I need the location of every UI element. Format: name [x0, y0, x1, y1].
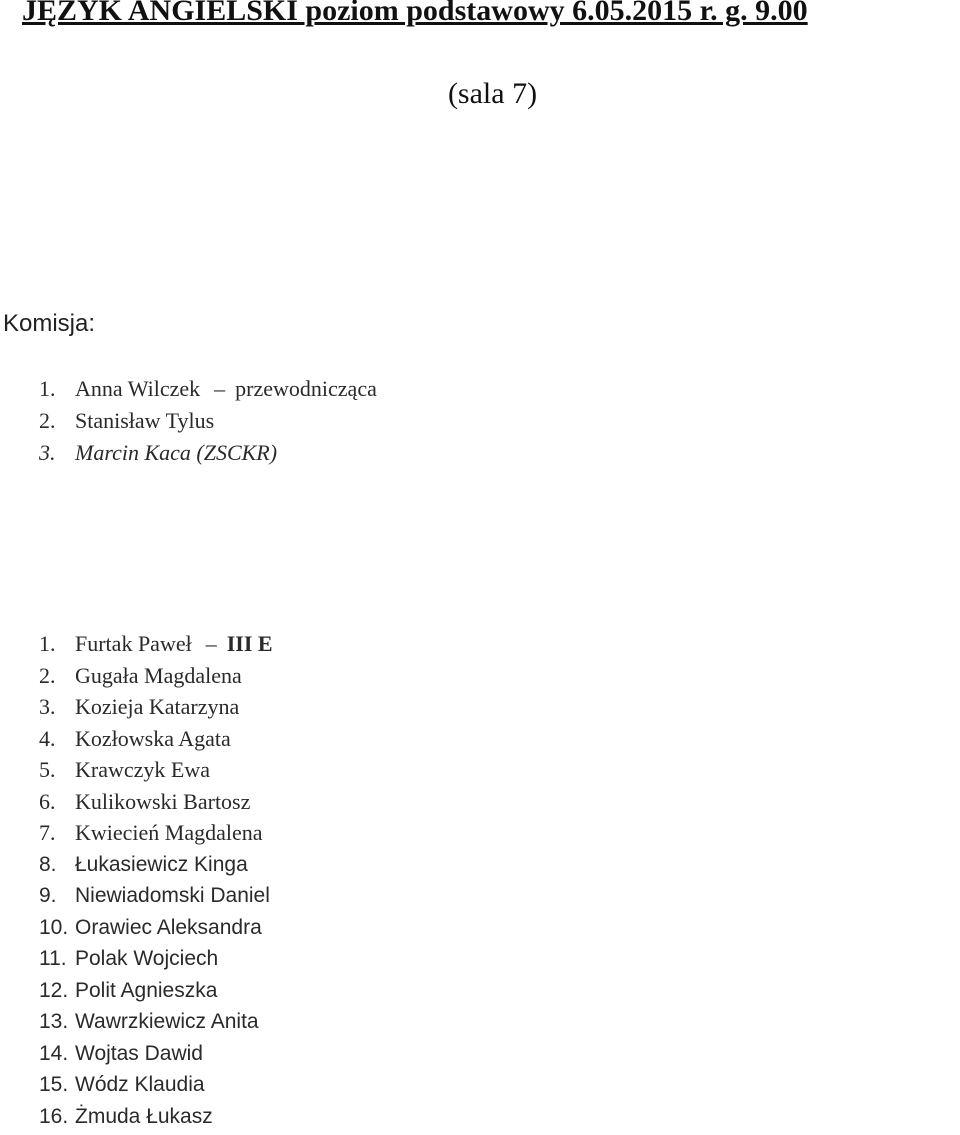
student-name: Niewiadomski Daniel	[75, 884, 270, 907]
student-row	[39, 723, 273, 755]
list-number: 5.	[39, 757, 56, 782]
list-number: 3.	[39, 440, 56, 465]
student-name: Gugała Magdalena	[75, 662, 242, 688]
student-name: Żmuda Łukasz	[75, 1104, 213, 1128]
dash-separator: –	[205, 631, 217, 656]
list-number: 14.	[39, 1041, 69, 1065]
student-name: Polit Agnieszka	[75, 978, 218, 1002]
student-name: Wawrzkiewicz Anita	[75, 1010, 259, 1033]
student-row	[39, 1038, 273, 1070]
member-name: Anna Wilczek	[75, 376, 201, 401]
student-row	[39, 1101, 273, 1133]
list-number: 1.	[39, 631, 56, 656]
list-number: 9.	[39, 884, 57, 907]
list-number: 15.	[39, 1073, 69, 1096]
student-name: Krawczyk Ewa	[75, 757, 210, 782]
student-name: Furtak Paweł	[75, 631, 192, 656]
student-row	[39, 1006, 273, 1038]
dash-separator: –	[214, 376, 226, 401]
list-number: 13.	[39, 1010, 69, 1033]
list-number: 8.	[39, 852, 57, 876]
student-row	[39, 691, 273, 723]
commission-list	[39, 373, 377, 469]
student-row	[39, 975, 273, 1007]
member-role: przewodnicząca	[235, 376, 377, 401]
list-number: 3.	[39, 694, 56, 719]
student-row	[39, 786, 273, 818]
student-name: Kozieja Katarzyna	[75, 694, 240, 719]
student-row	[39, 628, 273, 660]
commission-heading: Komisja:	[3, 310, 96, 337]
student-name: Kwiecień Magdalena	[75, 820, 263, 845]
list-number: 10.	[39, 915, 69, 939]
list-number: 12.	[39, 978, 69, 1002]
student-row	[39, 849, 273, 881]
student-name: Orawiec Aleksandra	[75, 915, 262, 939]
student-name: Łukasiewicz Kinga	[75, 852, 248, 876]
student-row	[39, 1069, 273, 1101]
room-label: (sala 7)	[447, 77, 538, 110]
student-name: Kulikowski Bartosz	[75, 788, 251, 814]
student-row	[39, 880, 273, 912]
list-number: 4.	[39, 725, 56, 751]
list-number: 7.	[39, 820, 56, 845]
list-number: 6.	[39, 788, 56, 814]
student-row	[39, 943, 273, 975]
student-name: Wojtas Dawid	[75, 1041, 203, 1065]
student-name: Polak Wojciech	[75, 947, 219, 970]
students-list	[39, 628, 273, 1132]
list-number: 11.	[39, 947, 67, 970]
member-name: Stanisław Tylus	[75, 408, 215, 433]
member-name: Marcin Kaca (ZSCKR)	[75, 440, 278, 465]
list-number: 2.	[39, 662, 56, 688]
commission-member	[39, 373, 377, 405]
student-row	[39, 817, 273, 849]
commission-member	[39, 437, 377, 469]
student-row	[39, 660, 273, 692]
class-label: III E	[226, 631, 273, 656]
student-name: Kozłowska Agata	[75, 725, 231, 751]
list-number: 2.	[39, 408, 56, 433]
page-title: JĘZYK ANGIELSKI poziom podstawowy 6.05.2015 r. g. 9.00	[22, 0, 808, 27]
list-number: 16.	[39, 1104, 69, 1128]
student-row	[39, 912, 273, 944]
student-name: Wódz Klaudia	[75, 1073, 205, 1096]
list-number: 1.	[39, 376, 56, 401]
student-row	[39, 754, 273, 786]
commission-member	[39, 405, 377, 437]
